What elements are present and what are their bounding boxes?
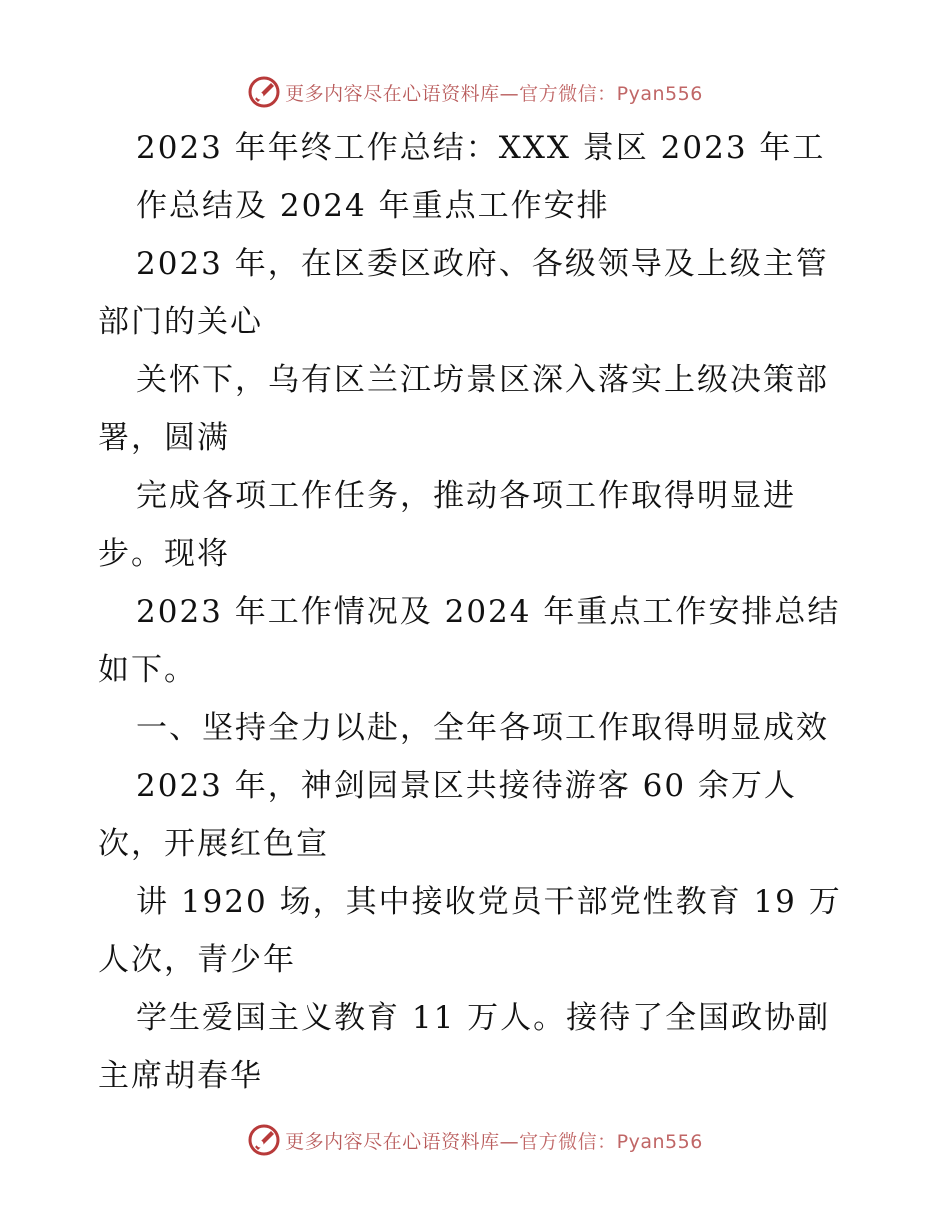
watermark-text: 更多内容尽在心语资料库—官方微信：Pyan556	[285, 82, 703, 105]
document-title-line-1: 2023 年年终工作总结：XXX 景区 2023 年工	[136, 130, 826, 166]
paragraph-line: 主席胡春华	[98, 1058, 263, 1094]
paragraph-line: 2023 年工作情况及 2024 年重点工作安排总结	[136, 594, 841, 630]
watermark-text: 更多内容尽在心语资料库—官方微信：Pyan556	[285, 1130, 703, 1153]
paragraph-line: 完成各项工作任务，推动各项工作取得明显进	[136, 478, 796, 514]
paragraph-line: 部门的关心	[98, 304, 263, 340]
paragraph-line: 如下。	[98, 652, 197, 688]
paragraph-line: 关怀下，乌有区兰江坊景区深入落实上级决策部	[136, 362, 829, 398]
paragraph-line: 2023 年，在区委区政府、各级领导及上级主管	[136, 246, 829, 282]
paragraph-line: 人次，青少年	[98, 942, 296, 978]
brand-logo-icon	[247, 75, 281, 109]
paragraph-line: 署，圆满	[98, 420, 230, 456]
paragraph-line: 2023 年，神剑园景区共接待游客 60 余万人	[136, 768, 797, 804]
paragraph-line: 次，开展红色宣	[98, 826, 329, 862]
brand-logo-icon	[247, 1123, 281, 1157]
paragraph-line: 学生爱国主义教育 11 万人。接待了全国政协副	[136, 1000, 831, 1036]
section-heading: 一、坚持全力以赴，全年各项工作取得明显成效	[136, 710, 829, 746]
paragraph-line: 讲 1920 场，其中接收党员干部党性教育 19 万	[136, 884, 842, 920]
header-watermark	[0, 72, 950, 112]
paragraph-line: 步。现将	[98, 536, 230, 572]
footer-watermark	[0, 1120, 950, 1160]
document-title-line-2: 作总结及 2024 年重点工作安排	[136, 188, 610, 224]
